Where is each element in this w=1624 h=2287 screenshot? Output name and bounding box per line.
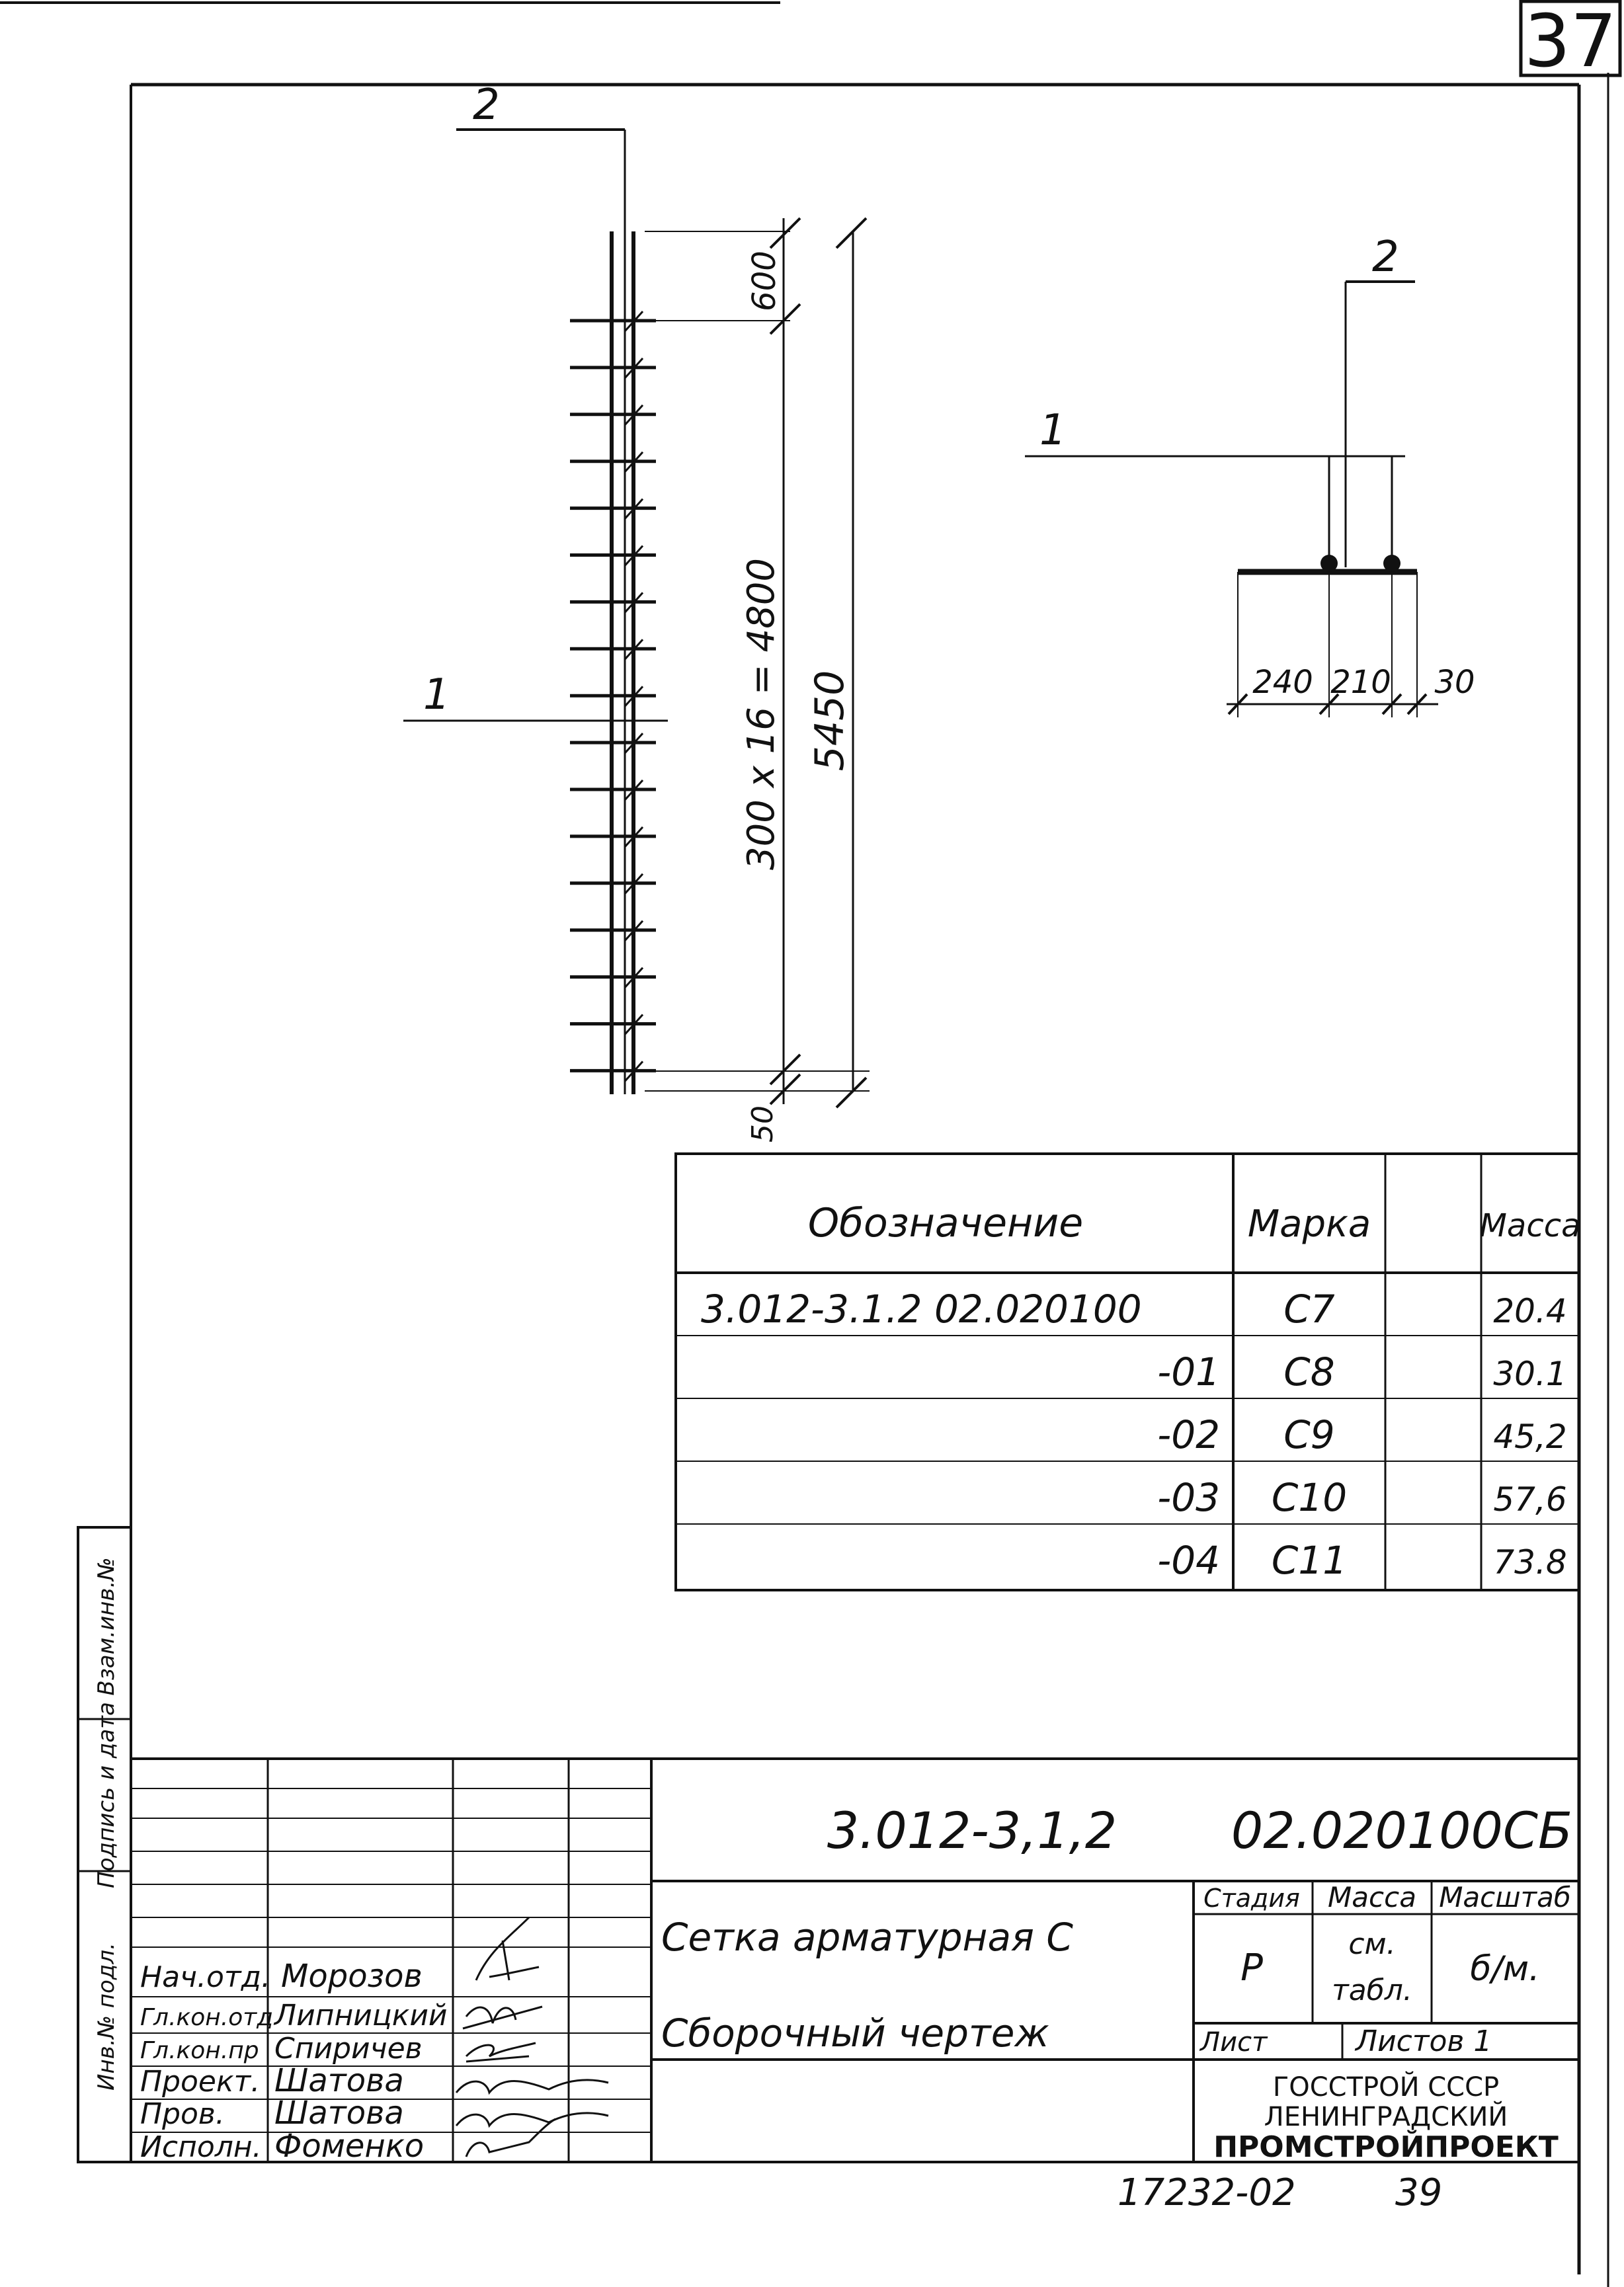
scale-header: Масштаб (1439, 1881, 1571, 1913)
signature-scribbles (456, 1917, 608, 2157)
row-designation: -01 (1157, 1349, 1220, 1394)
signature-role: Исполн. (140, 2130, 262, 2164)
signature-name: Морозов (281, 1958, 423, 1995)
signature-name: Спиричев (274, 2032, 423, 2066)
leader-1-label: 1 (423, 670, 450, 719)
side-stamp (78, 1527, 131, 2162)
row-mark: С10 (1271, 1475, 1348, 1520)
table-row (701, 1287, 1567, 1332)
section-leader-1-label: 1 (1039, 406, 1067, 455)
signature-name: Липницкий (274, 1999, 448, 2032)
mass-value-2: табл. (1332, 1974, 1412, 2007)
signature-row (140, 2062, 404, 2099)
signature-role: Пров. (140, 2097, 225, 2131)
mesh-section (1025, 233, 1475, 717)
table-row (1157, 1412, 1566, 1457)
dim-top: 600 (746, 251, 783, 311)
document-code: 02.020100СБ (1231, 1801, 1573, 1860)
org-line-1: ГОССТРОЙ СССР (1272, 2072, 1500, 2103)
dim-bottom: 50 (746, 1105, 780, 1143)
row-mass: 73.8 (1493, 1543, 1567, 1582)
signature-row (140, 2032, 423, 2066)
stage-header: Стадия (1203, 1884, 1300, 1913)
row-mass: 57,6 (1493, 1480, 1567, 1519)
table-row (1157, 1538, 1566, 1583)
row-mark: С11 (1271, 1538, 1348, 1583)
section-leader-2-label: 2 (1372, 233, 1399, 282)
signature-row (140, 2128, 424, 2165)
sheet-number: 37 (1524, 0, 1617, 83)
signature-role: Проект. (140, 2065, 261, 2099)
title-line-1: Сетка арматурная С (661, 1915, 1073, 1960)
row-mass: 30.1 (1493, 1355, 1567, 1393)
title-block (131, 1759, 1579, 2165)
mesh-elevation (403, 81, 870, 1143)
org-line-3: ПРОМСТРОЙПРОЕКТ (1213, 2130, 1559, 2164)
leader-2-label: 2 (473, 81, 500, 130)
row-designation: -04 (1157, 1538, 1220, 1583)
signature-row (140, 1958, 423, 1995)
section-dim-3: 30 (1434, 664, 1475, 701)
bottom-number: 17232-02 (1117, 2171, 1296, 2214)
signature-role: Гл.кон.пр (140, 2037, 259, 2064)
spec-table (676, 1154, 1581, 1590)
stage-value: Р (1240, 1946, 1263, 1989)
section-dim-2: 210 (1330, 664, 1391, 701)
signature-name: Фоменко (274, 2128, 425, 2165)
signature-row (140, 1999, 448, 2032)
scale-value: б/м. (1470, 1949, 1540, 1989)
signature-row (140, 2095, 404, 2132)
row-mark: С9 (1283, 1412, 1335, 1457)
table-header-designation: Обозначение (807, 1200, 1084, 1246)
sign-date-label: Подпись и дата (93, 1702, 120, 1888)
row-designation: -02 (1157, 1412, 1220, 1457)
mass-value-1: см. (1348, 1927, 1396, 1961)
sheet-label: Лист (1200, 2027, 1268, 2058)
rod-section-right (1383, 555, 1401, 572)
signature-role: Гл.кон.отд (140, 2004, 274, 2031)
org-line-2: ЛЕНИНГРАДСКИЙ (1264, 2102, 1508, 2132)
sheet-number-box (1521, 0, 1620, 83)
table-header-mark: Марка (1247, 1203, 1371, 1246)
bottom-page: 39 (1395, 2171, 1443, 2214)
signature-role: Нач.отд. (140, 1960, 270, 1994)
rod-section-left (1320, 555, 1338, 572)
section-dim-1: 240 (1252, 664, 1313, 701)
table-row (1157, 1349, 1566, 1394)
row-mark: С7 (1283, 1287, 1335, 1332)
row-mass: 20.4 (1493, 1292, 1567, 1330)
sheets-label: Листов 1 (1356, 2025, 1492, 2058)
table-row (1157, 1475, 1566, 1520)
signature-name: Шатова (274, 2095, 404, 2132)
inv-orig-label: Инв.№ подл. (93, 1943, 120, 2091)
series-code: 3.012-3,1,2 (827, 1801, 1117, 1860)
signature-name: Шатова (274, 2062, 404, 2099)
row-mass: 45,2 (1493, 1418, 1567, 1456)
mass-header: Масса (1328, 1881, 1416, 1913)
row-designation: 3.012-3.1.2 02.020100 (701, 1287, 1142, 1332)
title-line-2: Сборочный чертеж (661, 2011, 1049, 2056)
row-designation: -03 (1157, 1475, 1220, 1520)
inv-replace-label: Взам.инв.№ (93, 1557, 120, 1696)
table-header-mass: Масса (1479, 1207, 1581, 1244)
row-mark: С8 (1283, 1349, 1335, 1394)
dim-total: 5450 (807, 670, 853, 772)
dim-middle: 300 x 16 = 4800 (740, 558, 783, 870)
